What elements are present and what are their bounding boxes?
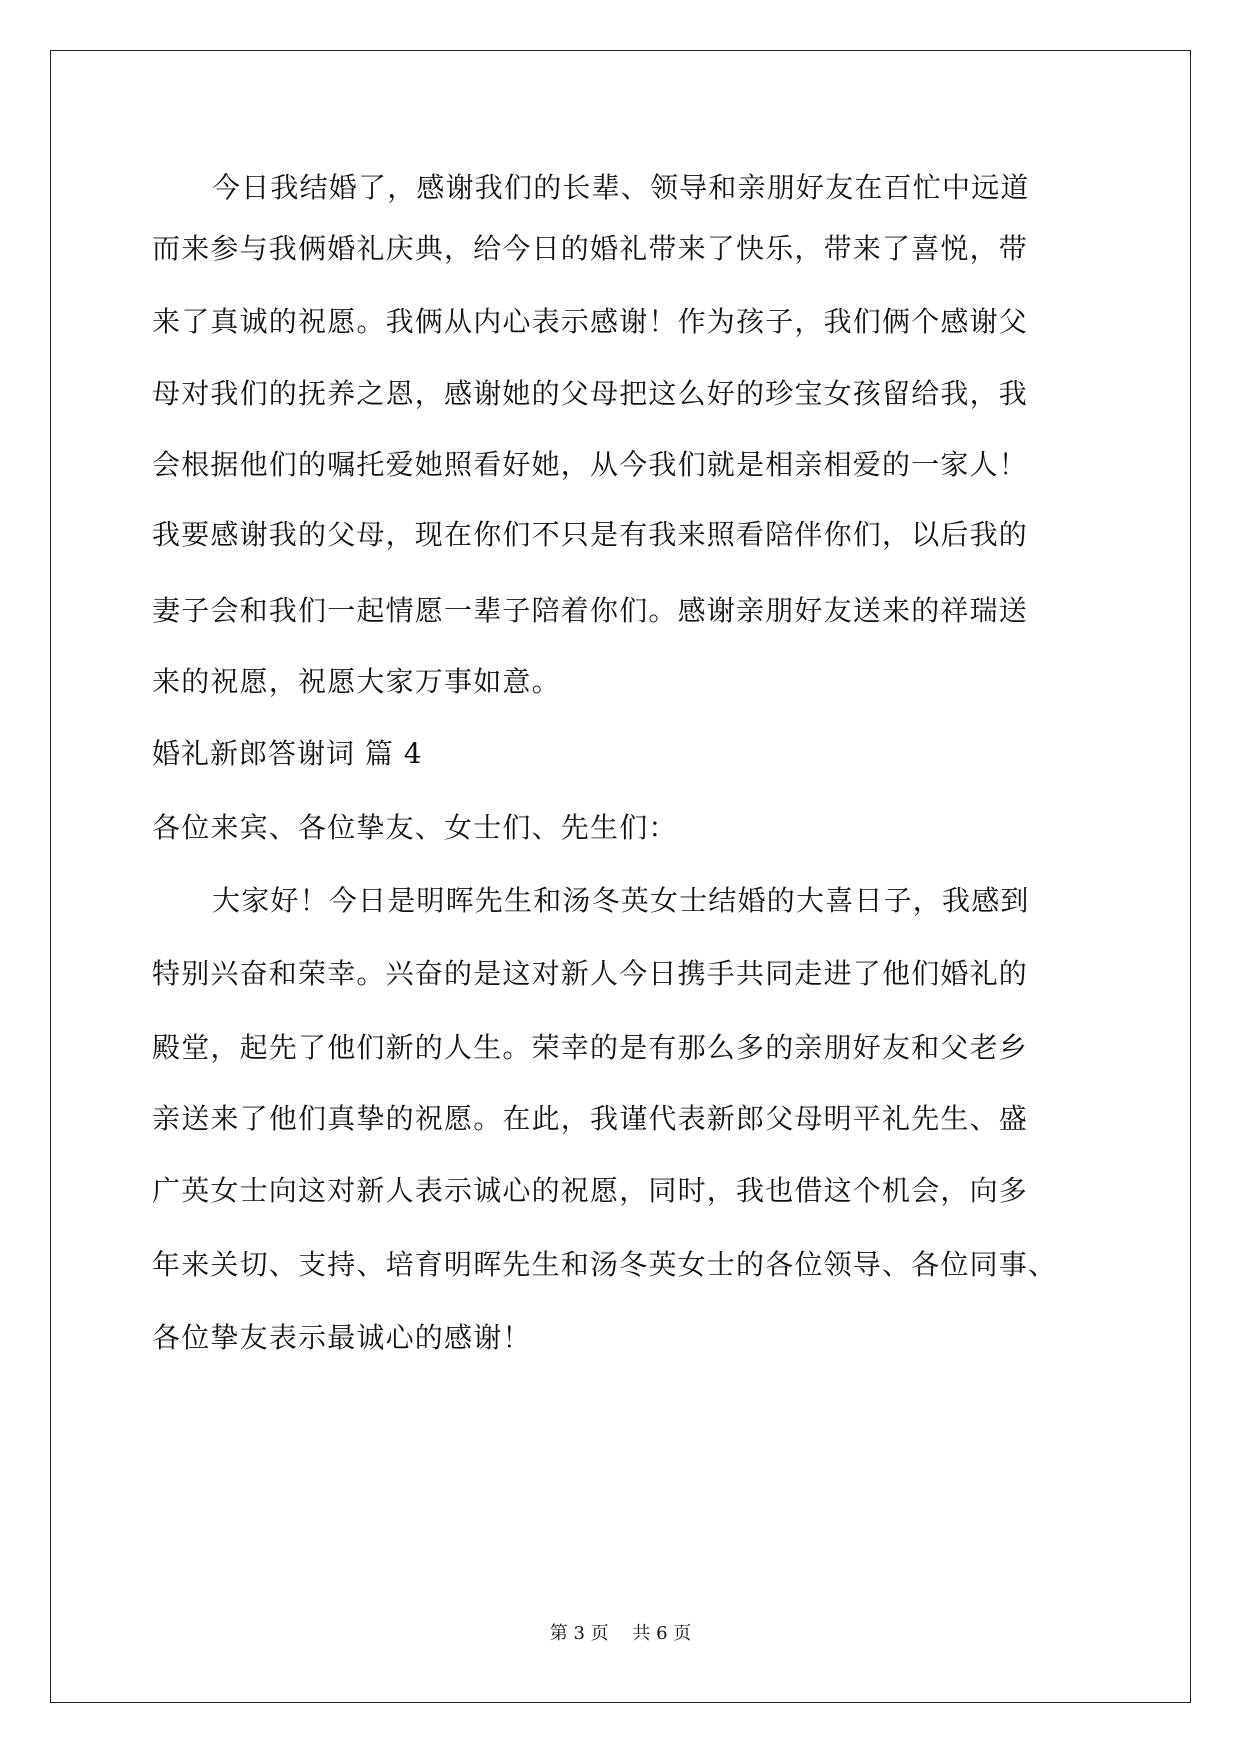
paragraph-line: 妻子会和我们一起情愿一辈子陪着你们。感谢亲朋好友送来的祥瑞送 bbox=[152, 594, 1029, 627]
paragraph-line: 大家好！今日是明晖先生和汤冬英女士结婚的大喜日子，我感到 bbox=[212, 884, 1030, 917]
paragraph-line: 各位挚友表示最诚心的感谢！ bbox=[152, 1321, 532, 1354]
paragraph-line: 年来关切、支持、培育明晖先生和汤冬英女士的各位领导、各位同事、 bbox=[152, 1248, 1058, 1281]
paragraph-line: 母对我们的抚养之恩，感谢她的父母把这么好的珍宝女孩留给我，我 bbox=[152, 377, 1029, 410]
paragraph-line: 来了真诚的祝愿。我俩从内心表示感谢！作为孩子，我们俩个感谢父 bbox=[152, 305, 1029, 338]
paragraph-line: 亲送来了他们真挚的祝愿。在此，我谨代表新郎父母明平礼先生、盛 bbox=[152, 1102, 1029, 1135]
paragraph-line: 会根据他们的嘱托爱她照看好她，从今我们就是相亲相爱的一家人！ bbox=[152, 448, 1029, 481]
paragraph-line: 广英女士向这对新人表示诚心的祝愿，同时，我也借这个机会，向多 bbox=[152, 1174, 1029, 1207]
paragraph-line: 特别兴奋和荣幸。兴奋的是这对新人今日携手共同走进了他们婚礼的 bbox=[152, 957, 1029, 990]
paragraph-line: 我要感谢我的父母，现在你们不只是有我来照看陪伴你们，以后我的 bbox=[152, 518, 1029, 551]
page-border bbox=[50, 50, 1191, 1703]
paragraph-line: 而来参与我俩婚礼庆典，给今日的婚礼带来了快乐，带来了喜悦，带 bbox=[152, 232, 1029, 265]
paragraph-line: 来的祝愿，祝愿大家万事如意。 bbox=[152, 665, 561, 698]
page-number-footer: 第 3 页 共 6 页 bbox=[549, 1623, 692, 1644]
paragraph-line: 今日我结婚了，感谢我们的长辈、领导和亲朋好友在百忙中远道 bbox=[212, 171, 1030, 204]
salutation-line: 各位来宾、各位挚友、女士们、先生们： bbox=[152, 811, 678, 844]
paragraph-line: 殿堂，起先了他们新的人生。荣幸的是有那么多的亲朋好友和父老乡 bbox=[152, 1031, 1029, 1064]
section-heading: 婚礼新郎答谢词 篇 4 bbox=[152, 737, 423, 770]
